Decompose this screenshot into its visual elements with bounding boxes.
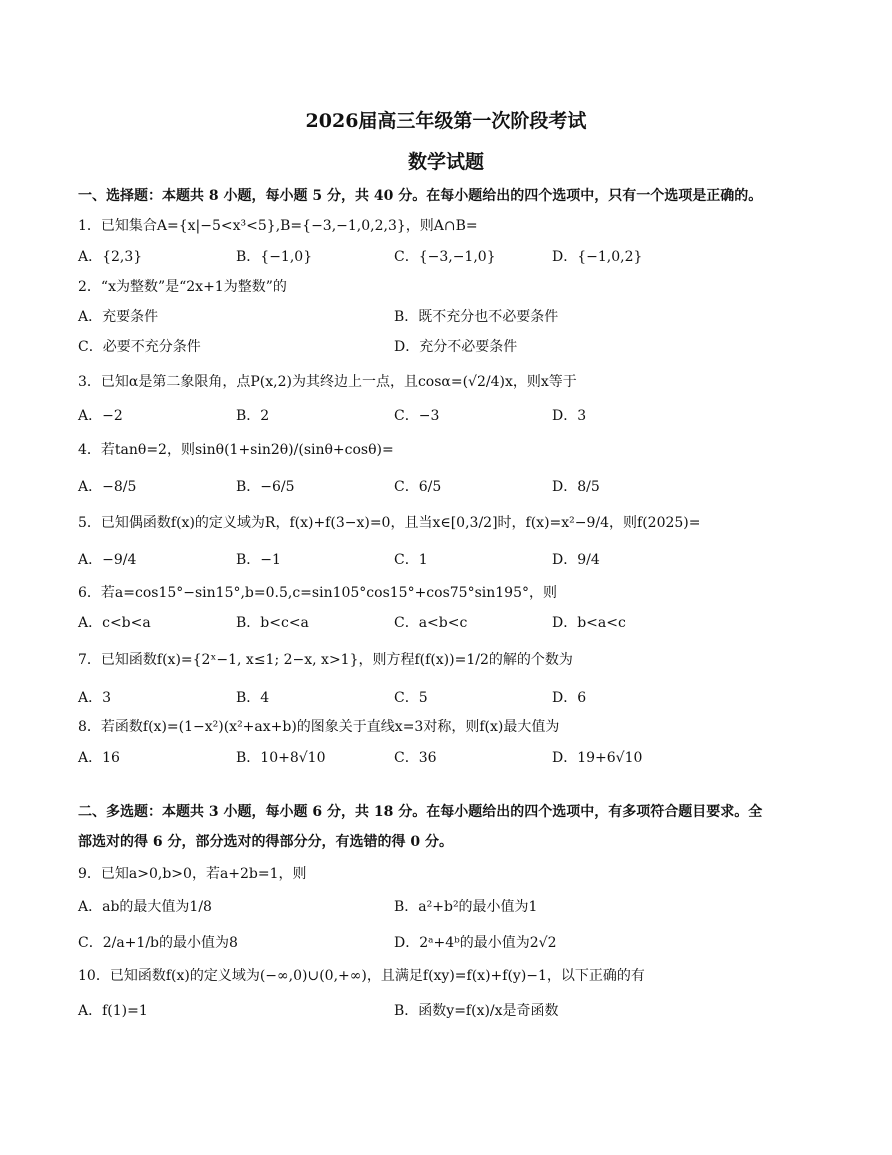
exam-title: 2026届高三年级第一次阶段考试	[305, 110, 587, 132]
question-2-option-c: C．必要不充分条件	[78, 339, 201, 355]
question-6-option-d: D．b<a<c	[552, 615, 626, 631]
section-heading-multi-choice-line1: 二、多选题：本题共 3 小题，每小题 6 分，共 18 分。在每小题给出的四个选项中，有多项符合题目要求。全	[78, 804, 763, 820]
question-10-option-b: B．函数y=f(x)/x是奇函数	[394, 1003, 559, 1019]
question-1-option-b: B．{−1,0}	[236, 249, 313, 265]
question-8: 8．若函数f(x)=(1−x²)(x²+ax+b)的图象关于直线x=3对称，则f(x)最大值为	[78, 719, 560, 735]
question-9: 9．已知a>0,b>0，若a+2b=1，则	[78, 866, 307, 882]
exam-subtitle: 数学试题	[407, 151, 484, 173]
question-4-option-a: A．−8/5	[78, 479, 137, 495]
question-1-option-d: D．{−1,0,2}	[552, 249, 643, 265]
question-3: 3．已知α是第二象限角，点P(x,2)为其终边上一点，且cosα=(√2/4)x，则x等于	[78, 374, 577, 390]
question-6-option-a: A．c<b<a	[78, 615, 151, 631]
question-6: 6．若a=cos15°−sin15°,b=0.5,c=sin105°cos15°+cos75°sin195°，则	[78, 585, 557, 601]
question-5-option-b: B．−1	[236, 552, 281, 568]
question-7-option-d: D．6	[552, 690, 587, 706]
question-2: 2．“x为整数”是“2x+1为整数”的	[78, 279, 287, 295]
question-3-option-c: C．−3	[394, 408, 440, 424]
question-7: 7．已知函数f(x)={2ˣ−1, x≤1; 2−x, x>1}，则方程f(f(x))=1/2的解的个数为	[78, 652, 573, 668]
question-8-option-d: D．19+6√10	[552, 750, 643, 766]
question-9-option-a: A．ab的最大值为1/8	[78, 899, 212, 915]
question-3-option-d: D．3	[552, 408, 587, 424]
question-5: 5．已知偶函数f(x)的定义域为R，f(x)+f(3−x)=0，且当x∈[0,3/2]时，f(x)=x²−9/4，则f(2025)=	[78, 515, 701, 531]
question-5-option-c: C．1	[394, 552, 428, 568]
question-7-option-a: A．3	[78, 690, 112, 706]
question-3-option-a: A．−2	[78, 408, 123, 424]
question-1: 1．已知集合A={x|−5<x³<5},B={−3,−1,0,2,3}，则A∩B=	[78, 218, 478, 234]
question-6-option-b: B．b<c<a	[236, 615, 309, 631]
question-3-option-b: B．2	[236, 408, 270, 424]
question-10-option-a: A．f(1)=1	[78, 1003, 148, 1019]
question-5-option-a: A．−9/4	[78, 552, 137, 568]
question-9-option-c: C．2/a+1/b的最小值为8	[78, 935, 238, 951]
section-heading-multi-choice-line2: 部选对的得 6 分，部分选对的得部分分，有选错的得 0 分。	[78, 834, 453, 850]
question-4-option-b: B．−6/5	[236, 479, 295, 495]
question-7-option-c: C．5	[394, 690, 428, 706]
question-2-option-d: D．充分不必要条件	[394, 339, 518, 355]
question-6-option-c: C．a<b<c	[394, 615, 468, 631]
question-10: 10．已知函数f(x)的定义域为(−∞,0)∪(0,+∞)，且满足f(xy)=f(x)+f(y)−1，以下正确的有	[78, 968, 645, 984]
question-4-option-d: D．8/5	[552, 479, 600, 495]
question-8-option-b: B．10+8√10	[236, 750, 326, 766]
question-2-option-a: A．充要条件	[78, 309, 159, 325]
question-9-option-b: B．a²+b²的最小值为1	[394, 899, 538, 915]
question-5-option-d: D．9/4	[552, 552, 600, 568]
question-8-option-a: A．16	[78, 750, 120, 766]
section-heading-single-choice: 一、选择题：本题共 8 小题，每小题 5 分，共 40 分。在每小题给出的四个选项中，只有一个选项是正确的。	[78, 188, 763, 204]
question-1-option-c: C．{−3,−1,0}	[394, 249, 496, 265]
question-4: 4．若tanθ=2，则sinθ(1+sin2θ)/(sinθ+cosθ)=	[78, 442, 394, 458]
question-4-option-c: C．6/5	[394, 479, 442, 495]
question-8-option-c: C．36	[394, 750, 437, 766]
question-1-option-a: A．{2,3}	[78, 249, 143, 265]
question-2-option-b: B．既不充分也不必要条件	[394, 309, 559, 325]
question-9-option-d: D．2ᵃ+4ᵇ的最小值为2√2	[394, 935, 557, 951]
question-7-option-b: B．4	[236, 690, 270, 706]
